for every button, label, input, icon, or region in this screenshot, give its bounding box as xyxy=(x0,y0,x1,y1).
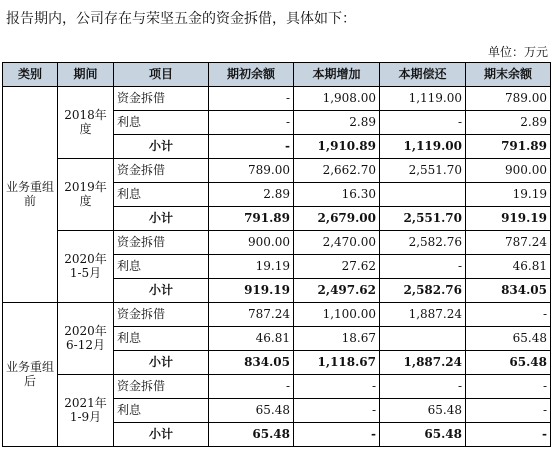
period-cell: 2018年度 xyxy=(58,87,114,159)
value-cell: 1,119.00 xyxy=(380,87,466,111)
subtotal-label: 小计 xyxy=(114,135,209,159)
value-cell: 46.81 xyxy=(466,255,551,279)
value-cell: 2,551.70 xyxy=(380,207,466,231)
item-cell: 资金拆借 xyxy=(114,303,209,327)
item-cell: 资金拆借 xyxy=(114,231,209,255)
item-cell: 利息 xyxy=(114,327,209,351)
value-cell: 834.05 xyxy=(209,351,294,375)
value-cell: 1,887.24 xyxy=(380,303,466,327)
value-cell: 1,119.00 xyxy=(380,135,466,159)
subtotal-label: 小计 xyxy=(114,351,209,375)
period-cell: 2021年1-9月 xyxy=(58,375,114,447)
value-cell: 2.89 xyxy=(209,183,294,207)
value-cell: 2.89 xyxy=(466,111,551,135)
value-cell: 1,910.89 xyxy=(294,135,380,159)
value-cell: 2,551.70 xyxy=(380,159,466,183)
subtotal-label: 小计 xyxy=(114,279,209,303)
value-cell: 789.00 xyxy=(466,87,551,111)
intro-text: 报告期内，公司存在与荣坚五金的资金拆借，具体如下： xyxy=(6,11,356,27)
value-cell: 16.30 xyxy=(294,183,380,207)
value-cell: - xyxy=(380,111,466,135)
table-row xyxy=(3,159,551,183)
header-cell: 本期偿还 xyxy=(380,63,466,87)
period-cell: 2020年1-5月 xyxy=(58,231,114,303)
value-cell: 2,582.76 xyxy=(380,231,466,255)
value-cell: 46.81 xyxy=(209,327,294,351)
table-row xyxy=(3,375,551,399)
value-cell: 1,908.00 xyxy=(294,87,380,111)
value-cell: 27.62 xyxy=(294,255,380,279)
item-cell: 资金拆借 xyxy=(114,375,209,399)
category-cell: 业务重组前 xyxy=(3,87,58,303)
header-cell: 项目 xyxy=(114,63,209,87)
value-cell: - xyxy=(466,423,551,447)
value-cell: - xyxy=(294,399,380,423)
header-cell: 期间 xyxy=(58,63,114,87)
period-cell: 2019年度 xyxy=(58,159,114,231)
value-cell: 65.48 xyxy=(466,327,551,351)
header-row xyxy=(3,63,551,87)
value-cell: - xyxy=(209,135,294,159)
value-cell: 65.48 xyxy=(209,423,294,447)
value-cell xyxy=(380,327,466,351)
value-cell: 18.67 xyxy=(294,327,380,351)
subtotal-label: 小计 xyxy=(114,423,209,447)
value-cell: 1,887.24 xyxy=(380,351,466,375)
value-cell: - xyxy=(209,375,294,399)
value-cell: 900.00 xyxy=(209,231,294,255)
value-cell: - xyxy=(380,255,466,279)
header-cell: 期末余额 xyxy=(466,63,551,87)
category-cell: 业务重组后 xyxy=(3,303,58,447)
value-cell: 919.19 xyxy=(209,279,294,303)
subtotal-label: 小计 xyxy=(114,207,209,231)
value-cell: 19.19 xyxy=(466,183,551,207)
item-cell: 利息 xyxy=(114,399,209,423)
value-cell: 787.24 xyxy=(209,303,294,327)
value-cell: 791.89 xyxy=(209,207,294,231)
value-cell: 1,118.67 xyxy=(294,351,380,375)
value-cell: - xyxy=(209,87,294,111)
item-cell: 利息 xyxy=(114,111,209,135)
item-cell: 资金拆借 xyxy=(114,87,209,111)
value-cell: 2.89 xyxy=(294,111,380,135)
value-cell: - xyxy=(209,111,294,135)
value-cell: 787.24 xyxy=(466,231,551,255)
table-row xyxy=(3,87,551,111)
value-cell: 789.00 xyxy=(209,159,294,183)
header-cell: 期初余额 xyxy=(209,63,294,87)
table-row xyxy=(3,303,551,327)
unit-label: 单位：万元 xyxy=(487,45,548,59)
value-cell: 919.19 xyxy=(466,207,551,231)
item-cell: 利息 xyxy=(114,255,209,279)
value-cell: 65.48 xyxy=(380,423,466,447)
value-cell: 2,662.70 xyxy=(294,159,380,183)
value-cell: 2,470.00 xyxy=(294,231,380,255)
item-cell: 利息 xyxy=(114,183,209,207)
header-cell: 本期增加 xyxy=(294,63,380,87)
value-cell: - xyxy=(294,423,380,447)
value-cell: 65.48 xyxy=(209,399,294,423)
value-cell: - xyxy=(294,375,380,399)
period-cell: 2020年6-12月 xyxy=(58,303,114,375)
value-cell: 19.19 xyxy=(209,255,294,279)
value-cell: 791.89 xyxy=(466,135,551,159)
item-cell: 资金拆借 xyxy=(114,159,209,183)
value-cell: 1,100.00 xyxy=(294,303,380,327)
value-cell: 2,679.00 xyxy=(294,207,380,231)
value-cell: 2,582.76 xyxy=(380,279,466,303)
value-cell: 900.00 xyxy=(466,159,551,183)
table-row xyxy=(3,231,551,255)
value-cell: 834.05 xyxy=(466,279,551,303)
value-cell: - xyxy=(466,375,551,399)
header-cell: 类别 xyxy=(3,63,58,87)
value-cell: 2,497.62 xyxy=(294,279,380,303)
value-cell: 65.48 xyxy=(380,399,466,423)
value-cell: 65.48 xyxy=(466,351,551,375)
loan-table xyxy=(2,62,551,447)
value-cell xyxy=(380,183,466,207)
value-cell: - xyxy=(466,399,551,423)
value-cell: - xyxy=(380,375,466,399)
value-cell: - xyxy=(466,303,551,327)
